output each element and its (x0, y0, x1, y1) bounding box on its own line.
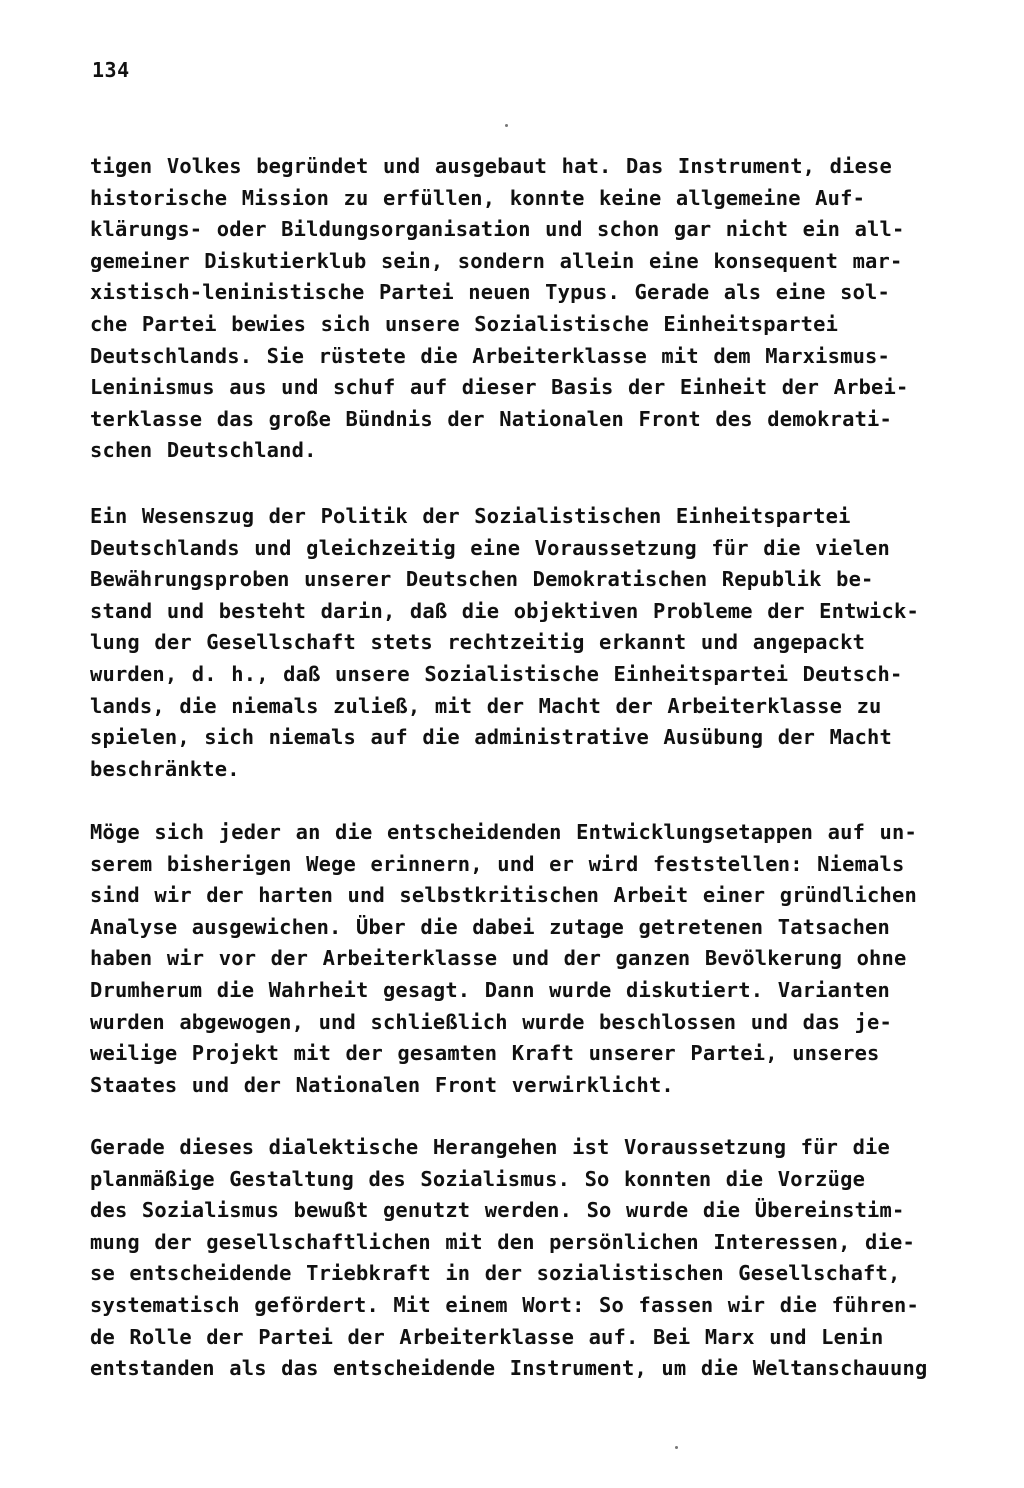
text-line: haben wir vor der Arbeiterklasse und der ganzen Bevölkerung ohne (90, 946, 907, 971)
text-line: se entscheidende Triebkraft in der sozialistischen Gesellschaft, (90, 1261, 901, 1286)
text-line: Drumherum die Wahrheit gesagt. Dann wurde diskutiert. Varianten (90, 977, 891, 1002)
paragraph-1 (90, 151, 950, 467)
text-line: che Partei bewies sich unsere Sozialistische Einheitspartei (90, 311, 839, 336)
text-line: tigen Volkes begründet und ausgebaut hat. Das Instrument, diese (90, 154, 893, 178)
text-line: stand und besteht darin, daß die objektiven Probleme der Entwick- (90, 598, 919, 623)
scan-speck (675, 1446, 678, 1449)
text-line: Deutschlands und gleichzeitig eine Voraussetzung für die vielen (90, 535, 891, 560)
text-line: Deutschlands. Sie rüstete die Arbeiterklasse mit dem Marxismus- (90, 343, 891, 368)
text-line: Staates und der Nationalen Front verwirklicht. (90, 1072, 674, 1097)
text-line: wurden abgewogen, und schließlich wurde beschlossen und das je- (90, 1009, 893, 1034)
text-line: gemeiner Diskutierklub sein, sondern allein eine konsequent mar- (90, 248, 903, 273)
text-line: Möge sich jeder an die entscheidenden Entwicklungsetappen auf un- (90, 820, 917, 844)
paragraph-3 (90, 817, 950, 1101)
text-line: beschränkte. (90, 756, 240, 781)
text-line: xistisch-leninistische Partei neuen Typus. Gerade als eine sol- (90, 280, 891, 305)
page-number: 134 (92, 58, 130, 82)
text-line: systematisch gefördert. Mit einem Wort: So fassen wir die führen- (90, 1292, 919, 1317)
text-line: schen Deutschland. (90, 438, 317, 463)
text-line: terklasse das große Bündnis der Nationalen Front des demokrati- (90, 406, 893, 431)
paragraph-2 (90, 501, 950, 785)
text-line: sind wir der harten und selbstkritischen Arbeit einer gründlichen (90, 883, 917, 908)
text-line: Gerade dieses dialektische Herangehen ist Voraussetzung für die (90, 1135, 891, 1159)
text-line: Ein Wesenszug der Politik der Sozialistischen Einheitspartei (90, 504, 851, 528)
text-line: Analyse ausgewichen. Über die dabei zutage getretenen Tatsachen (90, 914, 891, 939)
text-line: wurden, d. h., daß unsere Sozialistische Einheitspartei Deutsch- (90, 661, 903, 686)
text-line: weilige Projekt mit der gesamten Kraft unserer Partei, unseres (90, 1041, 880, 1066)
text-line: Bewährungsproben unserer Deutschen Demokratischen Republik be- (90, 567, 874, 592)
text-line: de Rolle der Partei der Arbeiterklasse auf. Bei Marx und Lenin (90, 1324, 884, 1349)
paragraph-4 (90, 1132, 950, 1385)
text-line: entstanden als das entscheidende Instrument, um die Weltanschauung (90, 1356, 928, 1381)
text-line: mung der gesellschaftlichen mit den persönlichen Interessen, die- (90, 1229, 915, 1254)
text-line: spielen, sich niemals auf die administrative Ausübung der Macht (90, 725, 893, 750)
text-line: planmäßige Gestaltung des Sozialismus. So konnten die Vorzüge (90, 1166, 866, 1191)
text-line: Leninismus aus und schuf auf dieser Basis der Einheit der Arbei- (90, 375, 909, 400)
scan-speck (505, 124, 508, 127)
text-line: serem bisherigen Wege erinnern, und er wird feststellen: Niemals (90, 851, 905, 876)
text-line: klärungs- oder Bildungsorganisation und schon gar nicht ein all- (90, 217, 905, 242)
text-line: historische Mission zu erfüllen, konnte keine allgemeine Auf- (90, 185, 866, 210)
text-line: lands, die niemals zuließ, mit der Macht der Arbeiterklasse zu (90, 693, 882, 718)
text-line: lung der Gesellschaft stets rechtzeitig erkannt und angepackt (90, 630, 866, 655)
text-line: des Sozialismus bewußt genutzt werden. So wurde die Übereinstim- (90, 1198, 905, 1223)
